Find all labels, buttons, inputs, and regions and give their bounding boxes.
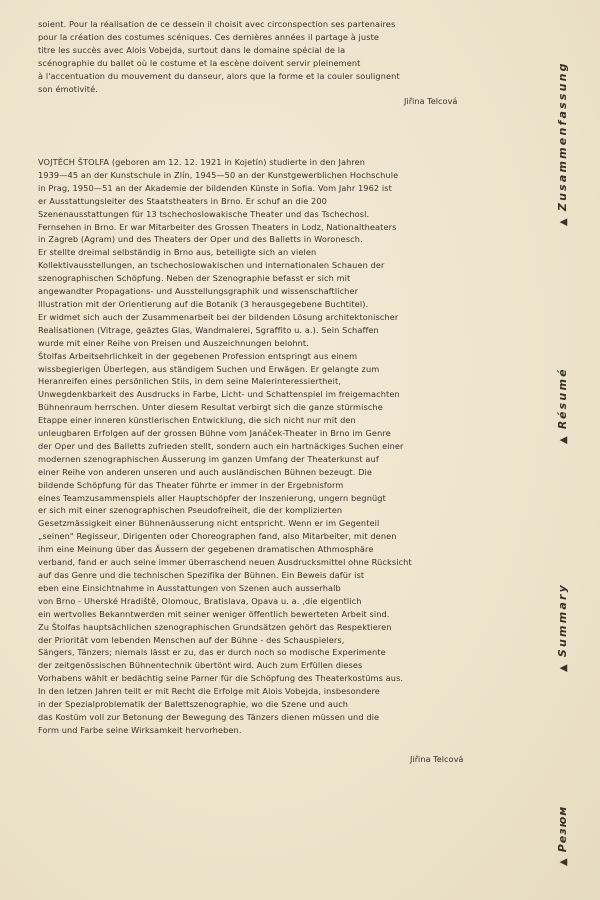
text-line: Zu Štolfas hauptsächlichen szenographischen Grundsätzen gehört das Respektieren <box>38 621 392 632</box>
sidebar-label-summary: ▲Summary <box>556 583 569 672</box>
text-line: in Zagreb (Agram) und des Theaters der Oper und des Balletts in Woronesch. <box>38 234 363 245</box>
text-line: einer Reihe von anderen unseren und auch ausländischen Bühnen bezeugt. Die <box>38 466 373 477</box>
text-line: pour la création des costumes scéniques. Ces dernières années il partage à juste <box>38 31 380 42</box>
text-line: in der Spezialproblematik der Balettszenographie, wo die Szene und auch <box>38 699 349 710</box>
sidebar-label-rezyume: ▲Резюм <box>556 805 569 866</box>
text-line: ein wertvolles Bekanntwerden mit seiner weniger öffentlich bewerteten Arbeit sind. <box>38 608 390 619</box>
text-line: son émotivité. <box>38 83 98 94</box>
text-line: Sängers, Tänzers; niemals lässt er zu, das er durch noch so modische Experimente <box>38 647 386 658</box>
text-line: bildende Schöpfung für das Theater führte er immer in der Ergebnisform <box>38 479 344 490</box>
text-line: à l'accentuation du mouvement du danseur, alors que la forme et la couler soulignent <box>38 70 400 81</box>
triangle-marker-icon: ▲ <box>558 216 569 226</box>
text-line: von Brno - Uherské Hradiště, Olomouc, Bratislava, Opava u. a. ‚die eigentlich <box>38 595 362 606</box>
text-line: wurde mit einer Reihe von Preisen und Auszeichnungen belohnt. <box>38 337 309 348</box>
text-line: Illustration mit der Orientierung auf die Botanik (3 herausgegebene Buchtitel). <box>38 298 369 309</box>
text-line: der zeitgenössischen Bühnentechnik übertönt wird. Auch zum Erfüllen dieses <box>38 660 363 671</box>
text-line: Form und Farbe seine Wirksamkeit hervorheben. <box>38 724 242 735</box>
text-line: titre les succès avec Alois Vobejda, surtout dans le domaine spécial de la <box>38 44 346 55</box>
text-line: Fernsehen in Brno. Er war Mitarbeiter des Grossen Theaters in Lodz, Nationaltheaters <box>38 221 397 232</box>
text-line: unleugbaren Erfolgen auf der grossen Bühne vom Janáček-Theater in Brno im Genre <box>38 428 391 439</box>
text-line: Er stellte dreimal selbständig in Brno aus, beteiligte sich an vielen <box>38 247 317 258</box>
text-line: der Priorität vom lebenden Menschen auf der Bühne - des Schauspielers, <box>38 634 345 645</box>
triangle-marker-icon: ▲ <box>558 662 569 672</box>
text-line: Kollektivausstellungen, an tschechoslowakischen und internationalen Schauen der <box>38 260 385 271</box>
text-line: verband, fand er auch seine immer überraschend neuen Ausdrucksmittel ohne Rücksicht <box>38 557 412 568</box>
text-line: „seinen" Regisseur, Dirigenten oder Choreographen fand, also Mitarbeiter, mit denen <box>38 531 397 542</box>
text-line: eines Teamzusammenspiels aller Hauptschöpfer der Inszenierung, ungern begnügt <box>38 492 386 503</box>
sidebar-label-zusammenfassung: ▲Zusammenfassung <box>556 61 569 226</box>
text-line: Heranreifen eines persönlichen Stils, in dem seine Malerinteressiertheit, <box>38 376 341 387</box>
text-line: Etappe einer inneren künstlerischen Entwicklung, die sich nicht nur mit den <box>38 415 356 426</box>
text-line: Realisationen (Vitrage, geäztes Glas, Wandmalerei, Sgraffito u. a.). Sein Schaffen <box>38 324 379 335</box>
text-line: soient. Pour la réalisation de ce dessein il choisit avec circonspection ses partenaires <box>38 19 396 29</box>
text-line: Unwegdenkbarkeit des Ausdrucks in Farbe, Licht- und Schattenspiel im freigemachten <box>38 389 400 400</box>
sidebar-label-resume: ▲Résumé <box>556 367 569 444</box>
german-signature: Jiřina Telcová <box>410 754 464 764</box>
text-line: in Prag, 1950—51 an der Akademie der bildenden Künste in Sofia. Vom Jahr 1962 ist <box>38 182 392 193</box>
text-line: Gesetzmässigkeit einer Bühnenäusserung nicht entspricht. Wenn er im Gegenteil <box>38 518 380 529</box>
text-line: ihm eine Meinung über das Äussern der gegebenen dramatischen Athmosphäre <box>38 544 374 555</box>
french-summary-text <box>38 18 476 95</box>
text-line: In den letzen Jahren teilt er mit Recht die Erfolge mit Alois Vobejda, insbesondere <box>38 686 380 697</box>
text-line: er Ausstattungsleiter des Staatstheaters in Brno. Er schuf an die 200 <box>38 195 327 206</box>
text-line: auf das Genre und die technischen Spezifika der Bühnen. Ein Beweis dafür ist <box>38 570 365 580</box>
text-line: wissbegierigen Überlegen, aus ständigem Suchen und Erwägen. Er gelangte zum <box>38 363 380 374</box>
text-line: Vorhabens wählt er bedächtig seine Parner für die Schöpfung des Theaterkostüms aus. <box>38 673 404 684</box>
text-line: der Oper und des Balletts zufrieden stellt, sondern auch ein hartnäckiges Suchen einer <box>38 440 404 451</box>
text-line: 1939—45 an der Kunstschule in Zlín, 1945—50 an der Kunstgewerblichen Hochschule <box>38 169 399 180</box>
triangle-marker-icon: ▲ <box>558 434 569 444</box>
text-line: angewandter Propagations- und Ausstellungsgraphik und wissenschaftlicher <box>38 286 359 297</box>
text-line: er sich mit einer szenographischen Pseudofreiheit, die der komplizierten <box>38 505 343 516</box>
text-line: szenographischen Schöpfung. Neben der Szenographie befasst er sich mit <box>38 273 351 284</box>
text-line: VOJTĚCH ŠTOLFA (geboren am 12. 12. 1921 in Kojetín) studierte in den Jahren <box>38 157 366 167</box>
text-line: Szenenausstattungen für 13 tschechoslowakische Theater und das Tschechosl. <box>38 208 370 219</box>
french-signature: Jiřina Telcová <box>404 96 458 106</box>
text-line: eben eine Einsichtnahme in Ausstattungen von Szenen auch ausserhalb <box>38 582 341 593</box>
german-summary-text <box>38 156 476 737</box>
text-line: scénographie du ballet où le costume et la escène doivent servir pleinement <box>38 57 361 68</box>
text-line: Er widmet sich auch der Zusammenarbeit bei der bildenden Lösung architektonischer <box>38 311 399 322</box>
text-line: das Kostüm voll zur Betonung der Bewegung des Tänzers dienen müssen und die <box>38 711 380 722</box>
triangle-marker-icon: ▲ <box>558 857 569 866</box>
text-line: Bühnenraum herrschen. Unter diesem Resultat verbirgt sich die ganze stürmische <box>38 402 383 413</box>
text-line: modernen szenographischen Äusserung im ganzen Umfang der Theaterkunst auf <box>38 453 379 464</box>
text-line: Štolfas Arbeitsehrlichkeit in der gegebenen Profession entspringt aus einem <box>38 350 358 361</box>
